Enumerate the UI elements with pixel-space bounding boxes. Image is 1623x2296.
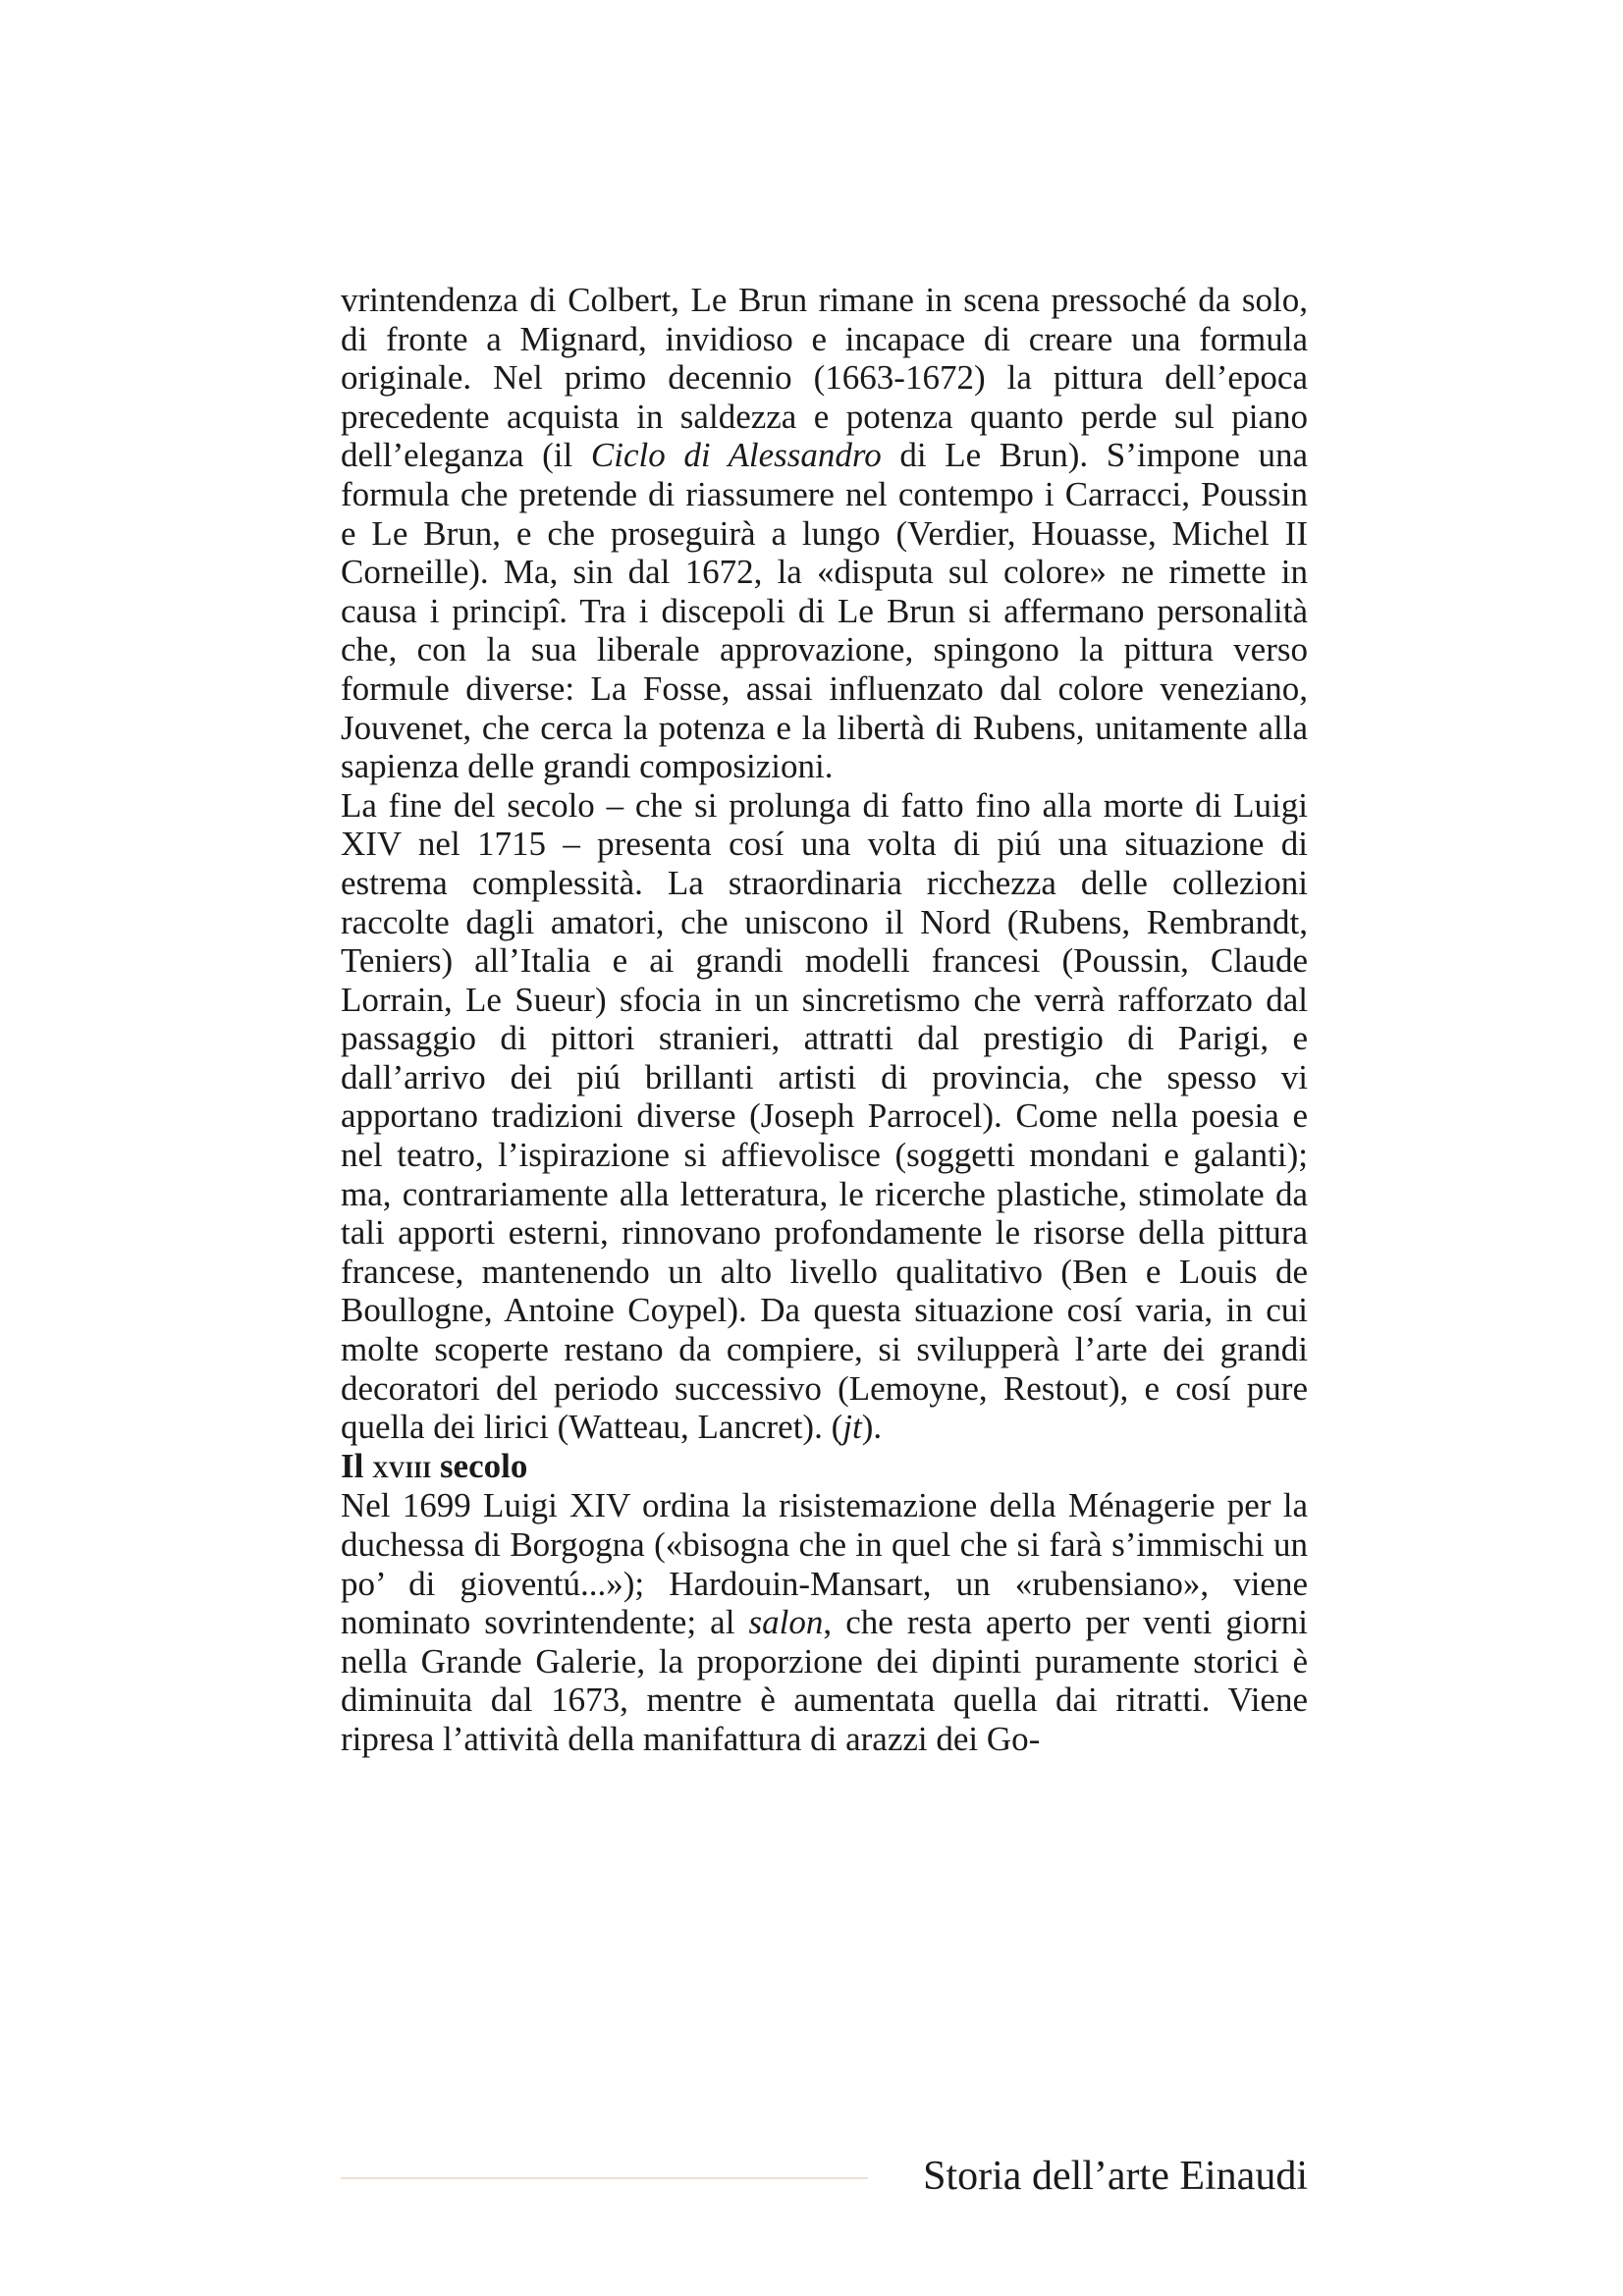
- paragraph1-text-a: vrintendenza di Colbert, Le Brun rimane in scena pressoché da solo, di fronte a Mignard, invidioso e incapace di creare una formula originale. Nel primo decennio (1663-1672) la pittura dell’epoca precedente acquista in saldezza e potenza quanto perde sul piano dell’eleganza (il: [341, 281, 1308, 475]
- heading-century: xviii: [372, 1448, 432, 1484]
- body-text: [341, 281, 1308, 1759]
- heading-suffix: secolo: [431, 1446, 528, 1485]
- paragraph-fine-del-secolo: [341, 786, 1308, 1447]
- paragraph1-text-b: di Le Brun). S’impone una formula che pretende di riassumere nel contempo i Carracci, Poussin e Le Brun, e che proseguirà a lungo (Verdier, Houasse, Michel II Corneille). Ma, sin dal 1672, la «disputa sul colore» ne rimette in causa i principî. Tra i discepoli di Le Brun si affermano personalità che, con la sua liberale approvazione, spingono la pittura verso formule diverse: La Fosse, assai influenzato dal colore veneziano, Jouvenet, che cerca la potenza e la libertà di Rubens, unitamente alla sapienza delle grandi composizioni.: [341, 436, 1308, 786]
- paragraph-1699: [341, 1486, 1308, 1758]
- heading-prefix: Il: [341, 1446, 373, 1485]
- paragraph2-text-a: La fine del secolo – che si prolunga di fatto fino alla morte di Luigi XIV nel 1715 – presenta cosí una volta di piú una situazione di estrema complessità. La straordinaria ricchezza delle collezioni raccolte dagli amatori, che uniscono il Nord (Rubens, Rembrandt, Teniers) all’Italia e ai grandi modelli francesi (Poussin, Claude Lorrain, Le Sueur) sfocia in un sincretismo che verrà rafforzato dal passaggio di pittori stranieri, attratti dal prestigio di Parigi, e dall’arrivo dei piú brillanti artisti di provincia, che spesso vi apportano tradizioni diverse (Joseph Parrocel). Come nella poesia e nel teatro, l’ispirazione si affievolisce (soggetti mondani e galanti); ma, contrariamente alla letteratura, le ricerche plastiche, stimolate da tali apporti esterni, rinnovano profondamente le risorse della pittura francese, mantenendo un alto livello qualitativo (Ben e Louis de Boullogne, Antoine Coypel). Da questa situazione cosí varia, in cui molte scoperte restano da compiere, si svilupperà l’arte dei grandi decoratori del periodo successivo (Lemoyne, Restout), e cosí pure quella dei lirici (Watteau, Lancret). (: [341, 785, 1308, 1447]
- paragraph3-text-b: , che resta aperto per venti giorni nella Grande Galerie, la proporzione dei dipinti puramente storici è diminuita dal 1673, mentre è aumentata quella dai ritratti. Viene ripresa l’attività della manifattura di arazzi dei Go-: [341, 1603, 1308, 1758]
- section-heading: [341, 1447, 1308, 1487]
- footer-publication-title: Storia dell’arte Einaudi: [923, 2154, 1308, 2199]
- author-initials: jt: [842, 1408, 862, 1447]
- paragraph3-text-a: Nel 1699 Luigi XIV ordina la risistemazione della Ménagerie per la duchessa di Borgogna («bisogna che in quel che si farà s’immischi un po’ di gioventú...»); Hardouin-Mansart, un «rubensiano», viene nominato sovrintendente; al: [341, 1486, 1308, 1642]
- paragraph-colbert-le-brun: [341, 281, 1308, 786]
- paragraph2-text-b: ).: [861, 1408, 883, 1447]
- artwork-title-ciclo-di-alessandro: Ciclo di Alessandro: [590, 436, 882, 475]
- footer-rule: [341, 2177, 868, 2179]
- term-salon: salon: [748, 1603, 824, 1642]
